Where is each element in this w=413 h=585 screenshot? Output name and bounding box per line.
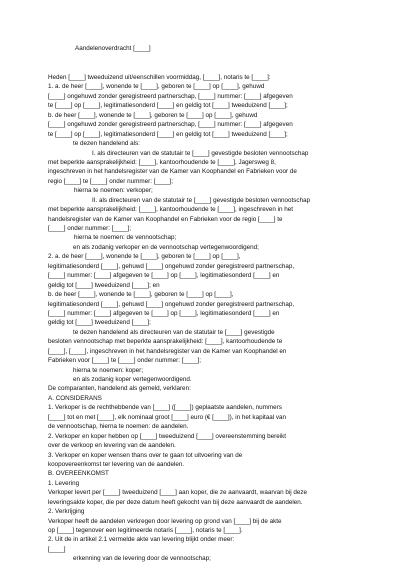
document-line: te [____] op [____], legitimatiesonderd [____] en geldig tot [____] tweeduizend [____]; bbox=[48, 130, 288, 138]
document-line: b. de heer [____], wonende te [____], geboren te [____] op [____], gehuwd bbox=[48, 111, 258, 119]
document-line: 2. a. de heer [____], wonende te [____], geboren te [____] op [____], bbox=[48, 253, 241, 261]
document-line: geldig tot [____] tweeduizend [____]; en bbox=[48, 281, 160, 289]
document-line: Verkoper heeft de aandelen verkregen door levering op grond van [____] bij de akte bbox=[48, 517, 282, 525]
document-line: 1. a. de heer [____], wonende te [____], geboren te [____] op [____], gehuwd bbox=[48, 83, 265, 91]
document-line: met beperkte aansprakelijkheid: [____], kantoorhoudende te [____], Jagersweg 8, bbox=[48, 158, 276, 166]
document-line: [____] tot en met [____], elk nominaal groot [____] euro (€ [____]), in het kapitaal van bbox=[48, 413, 287, 421]
document-line: hierna te noemen: verkoper; bbox=[74, 187, 153, 195]
document-line: over de verkoop en levering van de aandelen. bbox=[48, 442, 176, 450]
document-line: legitimatiesonderd [____], gehuwd [____] ongehuwd zonder geregistreerd partnerschap, bbox=[48, 262, 295, 270]
document-title: Aandelenoverdracht [____] bbox=[75, 45, 151, 52]
document-line: 1. Levering bbox=[48, 479, 80, 487]
document-line: regio [____] te [____] onder nummer: [____]; bbox=[48, 177, 173, 185]
document-line: koopovereenkomst ter levering van de aandelen. bbox=[48, 460, 185, 468]
document-line: legitimatiesonderd [____], gehuwd [____] ongehuwd zonder geregistreerd partnerschap, bbox=[48, 300, 295, 308]
document-body bbox=[48, 73, 368, 564]
document-line: handelsregister van de Kamer van Koophandel en Fabrieken voor de regio [____] te bbox=[48, 215, 283, 223]
document-line: II. als directeuren van de statutair te [____] gevestigde besloten vennootschap bbox=[92, 196, 311, 204]
document-line: 2. Uit de in artikel 2.1 vermelde akte van levering blijkt onder meer: bbox=[48, 536, 235, 544]
document-line: b. de heer [____], wonende te [____], geboren te [____] op [____], bbox=[48, 291, 234, 299]
document-line: besloten vennootschap met beperkte aansprakelijkheid: [____], kantoorhoudende te bbox=[48, 338, 283, 346]
document-line: en als zodanig verkoper en de vennootschap vertegenwoordigend; bbox=[73, 243, 259, 251]
document-line: [____] nummer: [____] afgegeven te [____] op [____], legitimatiesonderd [____] en bbox=[48, 272, 280, 280]
document-line: leveringsakte koper, die per deze datum heeft gekocht van bij deze aanvaardt de aandelen. bbox=[48, 498, 303, 506]
document-line: Fabrieken voor [____] te [____] onder nummer: [____]; bbox=[48, 357, 201, 365]
document-line: te [____] op [____], legitimatiesonderd [____] en geldig tot [____] tweeduizend [____]; bbox=[48, 102, 288, 110]
document-line: en als zodanig koper vertegenwoordigend. bbox=[73, 376, 192, 383]
document-line: te dezen handelend als: bbox=[73, 140, 140, 148]
document-line: [____] ongehuwd zonder geregistreerd partnerschap, [____] nummer: [____] afgegeven bbox=[48, 92, 293, 100]
document-line: geldig tot [____] tweeduizend [____]; bbox=[48, 319, 151, 327]
document-line: De comparanten, handelend als gemeld, verklaren: bbox=[48, 385, 191, 393]
document-line: [____] bbox=[48, 545, 66, 553]
document-line: 1. Verkoper is de rechthebbende van [____] ([____]) geplaatste aandelen, nummers bbox=[48, 404, 282, 412]
document-line: met beperkte aansprakelijkheid: [____], kantoorhoudende te [____], ingeschreven in het bbox=[48, 206, 294, 214]
document-line: erkenning van de levering door de vennootschap; bbox=[73, 555, 211, 563]
document-line: [____] onder nummer: [____]; bbox=[48, 225, 131, 232]
document-line: [____], [____], ingeschreven in het handelsregister van de Kamer van Koophandel en bbox=[48, 347, 287, 355]
document-line: te dezen handelend als directeuren van de statutair te [____] gevestigde bbox=[73, 328, 275, 336]
document-line: op [____] tegenover een legitimeerde notaris [____], notaris te [____]. bbox=[48, 527, 243, 534]
document-line: 2. Verkoper en koper hebben op [____] tweeduizend [____] overeenstemming bereikt bbox=[48, 432, 287, 440]
document-line: de vennootschap, hierna te noemen: de aandelen. bbox=[48, 423, 189, 431]
document-line: B. OVEREENKOMST bbox=[48, 470, 109, 478]
document-line: hierna te noemen: de vennootschap; bbox=[74, 234, 177, 242]
document-line: ingeschreven in het handelsregister van de Kamer van Koophandel en Fabrieken voor de bbox=[48, 168, 297, 176]
document-line: 3. Verkoper en koper wensen thans over te gaan tot uitvoering van de bbox=[48, 451, 243, 459]
document-line: 2. Verkrijging bbox=[48, 508, 85, 516]
document-line: [____] nummer: [____] afgegeven te [____] op [____], legitimatiesonderd [____] en bbox=[48, 309, 280, 317]
document-line: Heden [____] tweeduizend uit/eenschillen voormiddag, [____], notaris te [____]: bbox=[48, 74, 271, 81]
document-line: hierna te noemen: koper; bbox=[73, 366, 144, 374]
document-line: Verkoper levert per [____] tweeduizend [____] aan koper, die ze aanvaardt, waarvan bij deze bbox=[48, 489, 308, 497]
document-line: A. CONSIDERANS bbox=[48, 394, 102, 402]
document-line: I. als directeuren van de statutair te [____] gevestigde besloten vennootschap bbox=[92, 149, 309, 157]
document-line: [____] ongehuwd zonder geregistreerd partnerschap, [____] nummer: [____] afgegeven bbox=[48, 121, 293, 129]
